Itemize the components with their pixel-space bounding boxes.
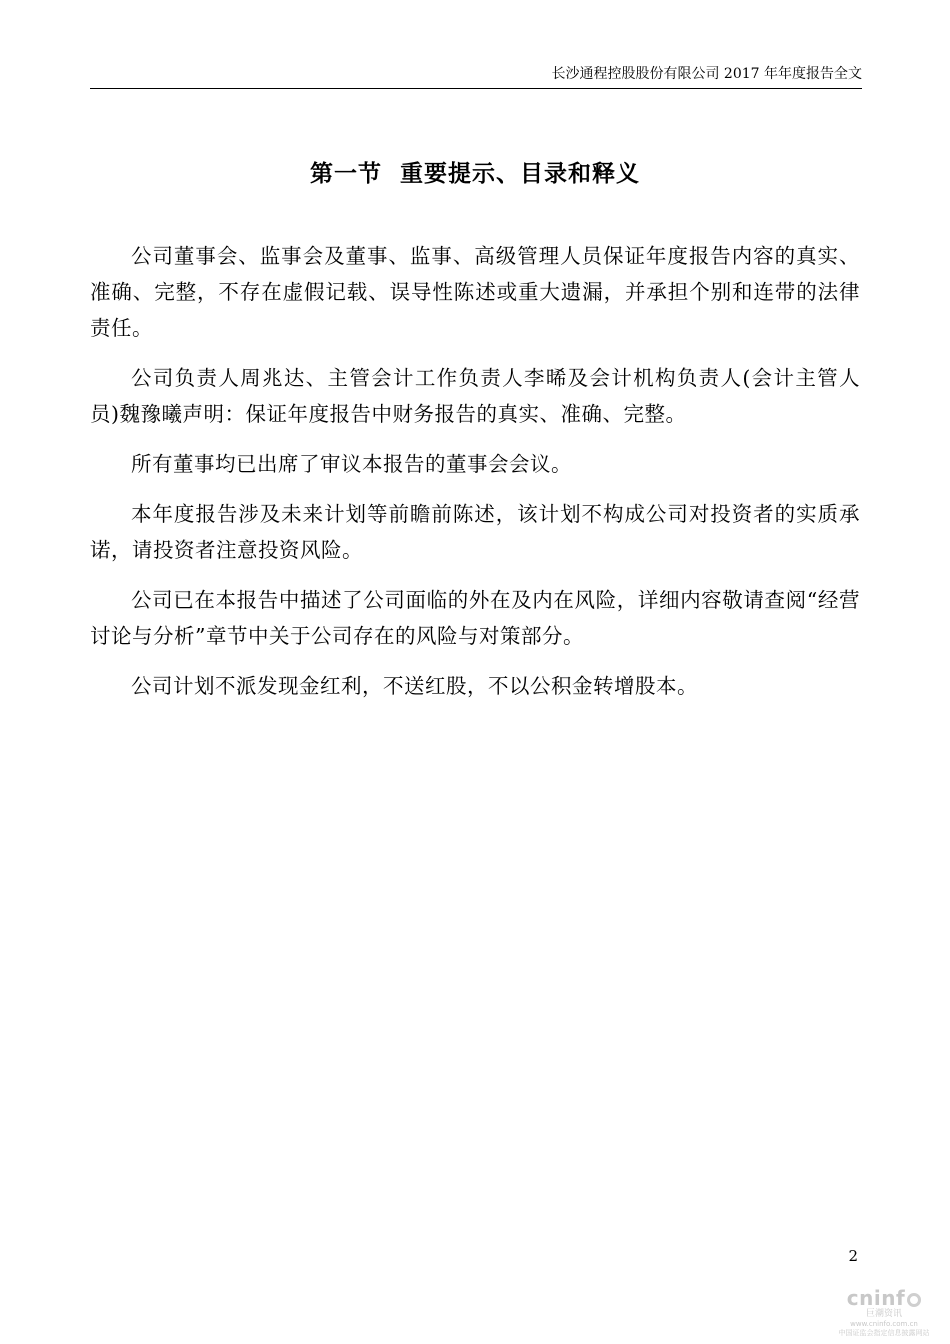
watermark-logo xyxy=(828,1287,940,1309)
watermark-url: www.cninfo.com.cn xyxy=(850,1320,918,1328)
watermark-name: 巨潮资讯 xyxy=(865,1309,902,1319)
watermark-logo-text: cninf xyxy=(846,1286,906,1310)
header-text: 长沙通程控股股份有限公司 2017 年年度报告全文 xyxy=(551,66,862,82)
page-header xyxy=(90,64,862,89)
paragraph-risk-description: 公司已在本报告中描述了公司面临的外在及内在风险，详细内容敬请查阅“经营讨论与分析”章节中关于公司存在的风险与对策部分。 xyxy=(90,588,860,648)
cninfo-watermark xyxy=(828,1287,940,1338)
cninfo-logo-icon xyxy=(907,1293,921,1307)
paragraph-directors-attendance: 所有董事均已出席了审议本报告的董事会会议。 xyxy=(131,452,572,476)
page-number: 2 xyxy=(848,1247,858,1265)
paragraph-board-guarantee: 公司董事会、监事会及董事、监事、高级管理人员保证年度报告内容的真实、准确、完整，不存在虚假记载、误导性陈述或重大遗漏，并承担个别和连带的法律责任。 xyxy=(90,244,860,340)
paragraph-forward-looking: 本年度报告涉及未来计划等前瞻前陈述，该计划不构成公司对投资者的实质承诺，请投资者注意投资风险。 xyxy=(90,502,860,562)
paragraph-responsible-persons: 公司负责人周兆达、主管会计工作负责人李晞及会计机构负责人(会计主管人员)魏豫曦声明：保证年度报告中财务报告的真实、准确、完整。 xyxy=(90,366,860,426)
paragraph-dividend-plan: 公司计划不派发现金红利，不送红股，不以公积金转增股本。 xyxy=(131,674,698,698)
watermark-tagline: 中国证监会指定信息披露网站 xyxy=(838,1329,930,1337)
main-content xyxy=(90,238,860,718)
section-title: 第一节 重要提示、目录和释义 xyxy=(309,160,640,187)
